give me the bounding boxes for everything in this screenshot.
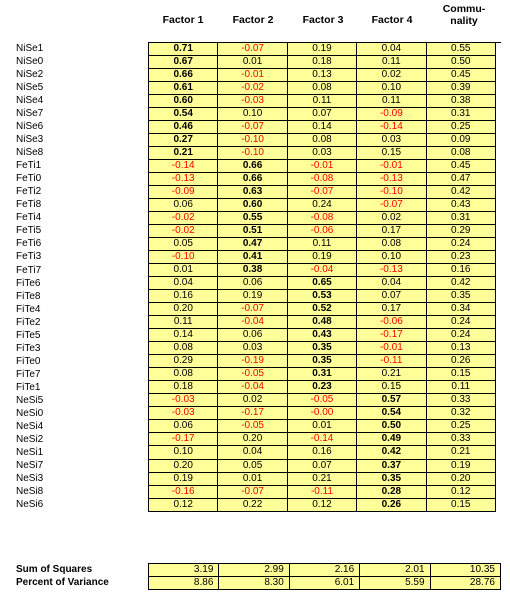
table-cell: 0.47 bbox=[218, 238, 287, 251]
table-cell: 0.03 bbox=[357, 134, 426, 147]
row-label: NeSi4 bbox=[16, 420, 44, 432]
table-cell: 0.01 bbox=[149, 264, 218, 277]
table-cell: 0.31 bbox=[427, 108, 496, 121]
table-row bbox=[149, 368, 501, 381]
row-label: FiTe4 bbox=[16, 303, 41, 315]
row-label: NeSi1 bbox=[16, 446, 44, 458]
table-row bbox=[149, 160, 501, 173]
table-row bbox=[149, 264, 501, 277]
table-row bbox=[149, 212, 501, 225]
table-cell: 0.21 bbox=[149, 147, 218, 160]
table-cell: 0.57 bbox=[357, 394, 426, 407]
table-cell: 0.24 bbox=[288, 199, 357, 212]
table-cell: 0.07 bbox=[357, 290, 426, 303]
table-cell: 0.10 bbox=[218, 108, 287, 121]
table-cell: 0.31 bbox=[427, 212, 496, 225]
table-row bbox=[149, 381, 501, 394]
row-label: NeSi8 bbox=[16, 486, 44, 498]
table-cell: 0.66 bbox=[218, 160, 287, 173]
table-cell: 0.06 bbox=[149, 199, 218, 212]
table-cell: -0.14 bbox=[357, 121, 426, 134]
table-cell: -0.08 bbox=[288, 212, 357, 225]
table-cell: -0.10 bbox=[218, 134, 287, 147]
table-cell: 0.21 bbox=[288, 473, 357, 486]
table-cell: 0.46 bbox=[149, 121, 218, 134]
table-cell: 0.15 bbox=[357, 381, 426, 394]
table-row bbox=[149, 433, 501, 446]
table-cell: 0.11 bbox=[288, 95, 357, 108]
row-label: NiSe2 bbox=[16, 69, 44, 81]
table-cell: 0.39 bbox=[427, 82, 496, 95]
table-cell: -0.09 bbox=[357, 108, 426, 121]
row-label: FeTi3 bbox=[16, 251, 42, 263]
table-cell: 0.22 bbox=[218, 499, 287, 512]
table-cell: 0.38 bbox=[427, 95, 496, 108]
table-cell: 0.18 bbox=[288, 56, 357, 69]
table-cell: -0.17 bbox=[357, 329, 426, 342]
table-cell: 0.21 bbox=[427, 446, 496, 459]
row-label: FiTe3 bbox=[16, 342, 41, 354]
table-cell: -0.19 bbox=[218, 355, 287, 368]
table-cell: 0.19 bbox=[218, 290, 287, 303]
table-cell: 0.07 bbox=[288, 108, 357, 121]
table-cell: -0.07 bbox=[218, 43, 287, 56]
table-cell: 0.12 bbox=[149, 499, 218, 512]
table-cell: 0.02 bbox=[357, 69, 426, 82]
table-cell: -0.13 bbox=[357, 173, 426, 186]
header-factor-2: Factor 2 bbox=[232, 14, 274, 26]
summary-cell: 2.16 bbox=[290, 564, 360, 577]
table-row bbox=[149, 290, 501, 303]
loadings-table bbox=[148, 42, 501, 512]
table-cell: 0.26 bbox=[357, 499, 426, 512]
table-cell: 0.47 bbox=[427, 173, 496, 186]
table-cell: 0.45 bbox=[427, 160, 496, 173]
table-row bbox=[149, 355, 501, 368]
header-communality: Commu- nality bbox=[442, 3, 486, 27]
row-label: FiTe6 bbox=[16, 277, 41, 289]
table-row bbox=[149, 95, 501, 108]
table-cell: -0.02 bbox=[149, 212, 218, 225]
table-cell: -0.13 bbox=[357, 264, 426, 277]
table-cell: 0.16 bbox=[427, 264, 496, 277]
table-cell: 0.01 bbox=[218, 56, 287, 69]
table-cell: -0.02 bbox=[149, 225, 218, 238]
table-cell: 0.10 bbox=[149, 446, 218, 459]
table-cell: 0.34 bbox=[427, 303, 496, 316]
table-cell: 0.08 bbox=[288, 82, 357, 95]
table-cell: 0.15 bbox=[357, 147, 426, 160]
table-cell: 0.12 bbox=[427, 486, 496, 499]
table-cell: 0.50 bbox=[357, 420, 426, 433]
table-cell: 0.08 bbox=[357, 238, 426, 251]
table-cell: -0.07 bbox=[218, 486, 287, 499]
table-row bbox=[149, 394, 501, 407]
table-cell: -0.01 bbox=[218, 69, 287, 82]
table-row bbox=[149, 199, 501, 212]
table-cell: -0.04 bbox=[218, 381, 287, 394]
table-cell: 0.11 bbox=[149, 316, 218, 329]
table-row bbox=[149, 121, 501, 134]
table-row bbox=[149, 499, 501, 512]
row-label: FeTi8 bbox=[16, 199, 42, 211]
table-row bbox=[149, 303, 501, 316]
table-cell: 0.04 bbox=[149, 277, 218, 290]
table-cell: 0.51 bbox=[218, 225, 287, 238]
summary-label: Sum of Squares bbox=[16, 564, 93, 575]
table-cell: -0.07 bbox=[218, 303, 287, 316]
table-row bbox=[149, 277, 501, 290]
table-cell: 0.02 bbox=[357, 212, 426, 225]
table-cell: -0.08 bbox=[288, 173, 357, 186]
table-cell: 0.11 bbox=[288, 238, 357, 251]
row-label: FiTe0 bbox=[16, 355, 41, 367]
table-cell: 0.06 bbox=[149, 420, 218, 433]
table-cell: 0.43 bbox=[427, 199, 496, 212]
table-row bbox=[149, 147, 501, 160]
table-row bbox=[149, 82, 501, 95]
table-cell: 0.32 bbox=[427, 407, 496, 420]
table-cell: 0.35 bbox=[288, 355, 357, 368]
row-label: NiSe5 bbox=[16, 82, 44, 94]
table-cell: 0.66 bbox=[218, 173, 287, 186]
table-cell: 0.31 bbox=[288, 368, 357, 381]
table-cell: 0.53 bbox=[288, 290, 357, 303]
row-label: NiSe3 bbox=[16, 134, 44, 146]
summary-cell: 2.99 bbox=[219, 564, 289, 577]
summary-cell: 28.76 bbox=[431, 577, 501, 590]
table-cell: 0.55 bbox=[218, 212, 287, 225]
table-cell: -0.01 bbox=[357, 342, 426, 355]
table-cell: 0.15 bbox=[427, 368, 496, 381]
table-cell: -0.05 bbox=[218, 420, 287, 433]
table-cell: 0.21 bbox=[357, 368, 426, 381]
row-label: FeTi1 bbox=[16, 160, 42, 172]
table-cell: 0.19 bbox=[149, 473, 218, 486]
row-label: NiSe6 bbox=[16, 121, 44, 133]
summary-cell: 8.86 bbox=[149, 577, 219, 590]
table-cell: -0.07 bbox=[357, 199, 426, 212]
table-cell: 0.10 bbox=[357, 251, 426, 264]
table-cell: -0.06 bbox=[357, 316, 426, 329]
table-row bbox=[149, 186, 501, 199]
table-cell: 0.29 bbox=[427, 225, 496, 238]
table-cell: -0.09 bbox=[149, 186, 218, 199]
table-cell: 0.19 bbox=[427, 460, 496, 473]
table-cell: 0.07 bbox=[288, 460, 357, 473]
table-cell: 0.26 bbox=[427, 355, 496, 368]
table-cell: 0.19 bbox=[288, 43, 357, 56]
table-cell: 0.10 bbox=[357, 82, 426, 95]
table-cell: 0.11 bbox=[357, 56, 426, 69]
table-cell: 0.35 bbox=[427, 290, 496, 303]
row-label: FeTi5 bbox=[16, 225, 42, 237]
table-cell: -0.05 bbox=[218, 368, 287, 381]
table-cell: 0.54 bbox=[149, 108, 218, 121]
table-cell: -0.01 bbox=[288, 160, 357, 173]
table-row bbox=[149, 486, 501, 499]
table-cell: 0.50 bbox=[427, 56, 496, 69]
summary-cell: 6.01 bbox=[290, 577, 360, 590]
table-cell: 0.01 bbox=[218, 473, 287, 486]
table-row bbox=[149, 329, 501, 342]
row-label: FeTi4 bbox=[16, 212, 42, 224]
summary-cell: 3.19 bbox=[149, 564, 219, 577]
table-cell: 0.03 bbox=[218, 342, 287, 355]
table-cell: 0.12 bbox=[288, 499, 357, 512]
table-cell: -0.11 bbox=[288, 486, 357, 499]
table-row bbox=[149, 473, 501, 486]
summary-label: Percent of Variance bbox=[16, 577, 109, 588]
table-cell: 0.08 bbox=[288, 134, 357, 147]
table-cell: 0.24 bbox=[427, 238, 496, 251]
table-cell: 0.35 bbox=[357, 473, 426, 486]
table-cell: -0.05 bbox=[288, 394, 357, 407]
row-label: NiSe8 bbox=[16, 147, 44, 159]
table-cell: -0.07 bbox=[218, 121, 287, 134]
table-cell: -0.03 bbox=[218, 95, 287, 108]
row-label: FiTe8 bbox=[16, 290, 41, 302]
table-cell: 0.24 bbox=[427, 316, 496, 329]
table-row bbox=[149, 446, 501, 459]
row-label: NiSe1 bbox=[16, 43, 44, 54]
table-cell: 0.04 bbox=[357, 277, 426, 290]
table-row bbox=[149, 316, 501, 329]
table-cell: 0.37 bbox=[357, 460, 426, 473]
table-cell: -0.10 bbox=[218, 147, 287, 160]
table-cell: 0.54 bbox=[357, 407, 426, 420]
table-cell: -0.01 bbox=[357, 160, 426, 173]
row-label: FeTi2 bbox=[16, 186, 42, 198]
table-cell: 0.08 bbox=[149, 368, 218, 381]
summary-cell: 8.30 bbox=[219, 577, 289, 590]
row-label: NiSe7 bbox=[16, 108, 44, 120]
row-label: FeTi7 bbox=[16, 264, 42, 276]
table-cell: 0.25 bbox=[427, 121, 496, 134]
summary-cell: 2.01 bbox=[360, 564, 430, 577]
table-cell: 0.24 bbox=[427, 329, 496, 342]
row-label: NeSi5 bbox=[16, 394, 44, 406]
table-cell: 0.02 bbox=[218, 394, 287, 407]
table-cell: -0.02 bbox=[218, 82, 287, 95]
row-label: FiTe2 bbox=[16, 316, 41, 328]
header-factor-1: Factor 1 bbox=[162, 14, 204, 26]
summary-cell: 10.35 bbox=[431, 564, 501, 577]
table-cell: 0.35 bbox=[288, 342, 357, 355]
table-cell: 0.06 bbox=[218, 329, 287, 342]
table-cell: 0.23 bbox=[288, 381, 357, 394]
table-cell: 0.18 bbox=[149, 381, 218, 394]
table-row bbox=[149, 69, 501, 82]
table-cell: 0.01 bbox=[288, 420, 357, 433]
row-label: FiTe7 bbox=[16, 368, 41, 380]
table-cell: -0.13 bbox=[149, 173, 218, 186]
table-cell: 0.17 bbox=[357, 303, 426, 316]
row-label: NeSi0 bbox=[16, 407, 44, 419]
table-cell: 0.60 bbox=[149, 95, 218, 108]
table-cell: 0.09 bbox=[427, 134, 496, 147]
row-label: FiTe1 bbox=[16, 381, 41, 393]
table-cell: 0.33 bbox=[427, 433, 496, 446]
table-cell: -0.06 bbox=[288, 225, 357, 238]
row-label: NiSe0 bbox=[16, 56, 44, 68]
table-cell: 0.42 bbox=[427, 186, 496, 199]
table-cell: 0.71 bbox=[149, 43, 218, 56]
table-cell: 0.42 bbox=[357, 446, 426, 459]
table-cell: 0.45 bbox=[427, 69, 496, 82]
summary-cell: 5.59 bbox=[360, 577, 430, 590]
table-cell: 0.28 bbox=[357, 486, 426, 499]
header-factor-4: Factor 4 bbox=[371, 14, 413, 26]
table-cell: -0.04 bbox=[288, 264, 357, 277]
table-cell: 0.29 bbox=[149, 355, 218, 368]
table-cell: 0.16 bbox=[288, 446, 357, 459]
table-cell: -0.07 bbox=[288, 186, 357, 199]
row-label: NeSi6 bbox=[16, 499, 44, 511]
row-label: FiTe5 bbox=[16, 329, 41, 341]
table-cell: 0.03 bbox=[288, 147, 357, 160]
table-cell: 0.04 bbox=[218, 446, 287, 459]
table-cell: 0.48 bbox=[288, 316, 357, 329]
table-cell: 0.14 bbox=[288, 121, 357, 134]
table-cell: 0.13 bbox=[427, 342, 496, 355]
row-label: NiSe4 bbox=[16, 95, 44, 107]
summary-row bbox=[149, 577, 501, 590]
row-label: NeSi7 bbox=[16, 459, 44, 471]
table-cell: 0.27 bbox=[149, 134, 218, 147]
table-cell: -0.11 bbox=[357, 355, 426, 368]
row-label: NeSi3 bbox=[16, 472, 44, 484]
table-row bbox=[149, 407, 501, 420]
table-row bbox=[149, 238, 501, 251]
table-cell: -0.10 bbox=[357, 186, 426, 199]
table-cell: -0.17 bbox=[149, 433, 218, 446]
table-cell: -0.14 bbox=[149, 160, 218, 173]
table-cell: 0.16 bbox=[149, 290, 218, 303]
table-cell: 0.66 bbox=[149, 69, 218, 82]
table-cell: -0.03 bbox=[149, 394, 218, 407]
table-cell: 0.08 bbox=[427, 147, 496, 160]
table-cell: 0.20 bbox=[149, 460, 218, 473]
table-cell: 0.25 bbox=[427, 420, 496, 433]
table-row bbox=[149, 342, 501, 355]
summary-row bbox=[149, 564, 501, 577]
table-cell: 0.42 bbox=[427, 277, 496, 290]
table-cell: 0.04 bbox=[357, 43, 426, 56]
table-cell: 0.55 bbox=[427, 43, 496, 56]
table-cell: 0.20 bbox=[149, 303, 218, 316]
table-cell: 0.19 bbox=[288, 251, 357, 264]
table-cell: 0.06 bbox=[218, 277, 287, 290]
table-cell: 0.05 bbox=[218, 460, 287, 473]
table-row bbox=[149, 251, 501, 264]
table-cell: 0.61 bbox=[149, 82, 218, 95]
table-cell: 0.65 bbox=[288, 277, 357, 290]
table-row bbox=[149, 420, 501, 433]
table-cell: 0.49 bbox=[357, 433, 426, 446]
table-cell: 0.20 bbox=[427, 473, 496, 486]
row-label: NeSi2 bbox=[16, 433, 44, 445]
table-cell: -0.17 bbox=[218, 407, 287, 420]
table-cell: 0.20 bbox=[218, 433, 287, 446]
table-cell: 0.33 bbox=[427, 394, 496, 407]
table-cell: 0.41 bbox=[218, 251, 287, 264]
table-cell: 0.05 bbox=[149, 238, 218, 251]
row-label: FeTi6 bbox=[16, 238, 42, 250]
table-cell: 0.13 bbox=[288, 69, 357, 82]
table-row bbox=[149, 56, 501, 69]
table-cell: -0.04 bbox=[218, 316, 287, 329]
row-label: FeTi0 bbox=[16, 173, 42, 185]
table-row bbox=[149, 460, 501, 473]
table-cell: 0.17 bbox=[357, 225, 426, 238]
table-cell: -0.14 bbox=[288, 433, 357, 446]
table-cell: 0.23 bbox=[427, 251, 496, 264]
table-row bbox=[149, 43, 501, 56]
table-cell: 0.11 bbox=[357, 95, 426, 108]
table-cell: 0.08 bbox=[149, 342, 218, 355]
table-cell: 0.63 bbox=[218, 186, 287, 199]
table-cell: 0.60 bbox=[218, 199, 287, 212]
table-cell: 0.43 bbox=[288, 329, 357, 342]
table-row bbox=[149, 225, 501, 238]
table-row bbox=[149, 173, 501, 186]
table-row bbox=[149, 108, 501, 121]
table-row bbox=[149, 134, 501, 147]
table-cell: 0.38 bbox=[218, 264, 287, 277]
table-cell: -0.03 bbox=[149, 407, 218, 420]
table-cell: 0.15 bbox=[427, 499, 496, 512]
table-cell: 0.14 bbox=[149, 329, 218, 342]
summary-table bbox=[148, 563, 501, 590]
table-cell: -0.16 bbox=[149, 486, 218, 499]
table-cell: 0.11 bbox=[427, 381, 496, 394]
table-cell: 0.52 bbox=[288, 303, 357, 316]
header-factor-3: Factor 3 bbox=[302, 14, 344, 26]
table-cell: -0.00 bbox=[288, 407, 357, 420]
table-cell: 0.67 bbox=[149, 56, 218, 69]
table-cell: -0.10 bbox=[149, 251, 218, 264]
